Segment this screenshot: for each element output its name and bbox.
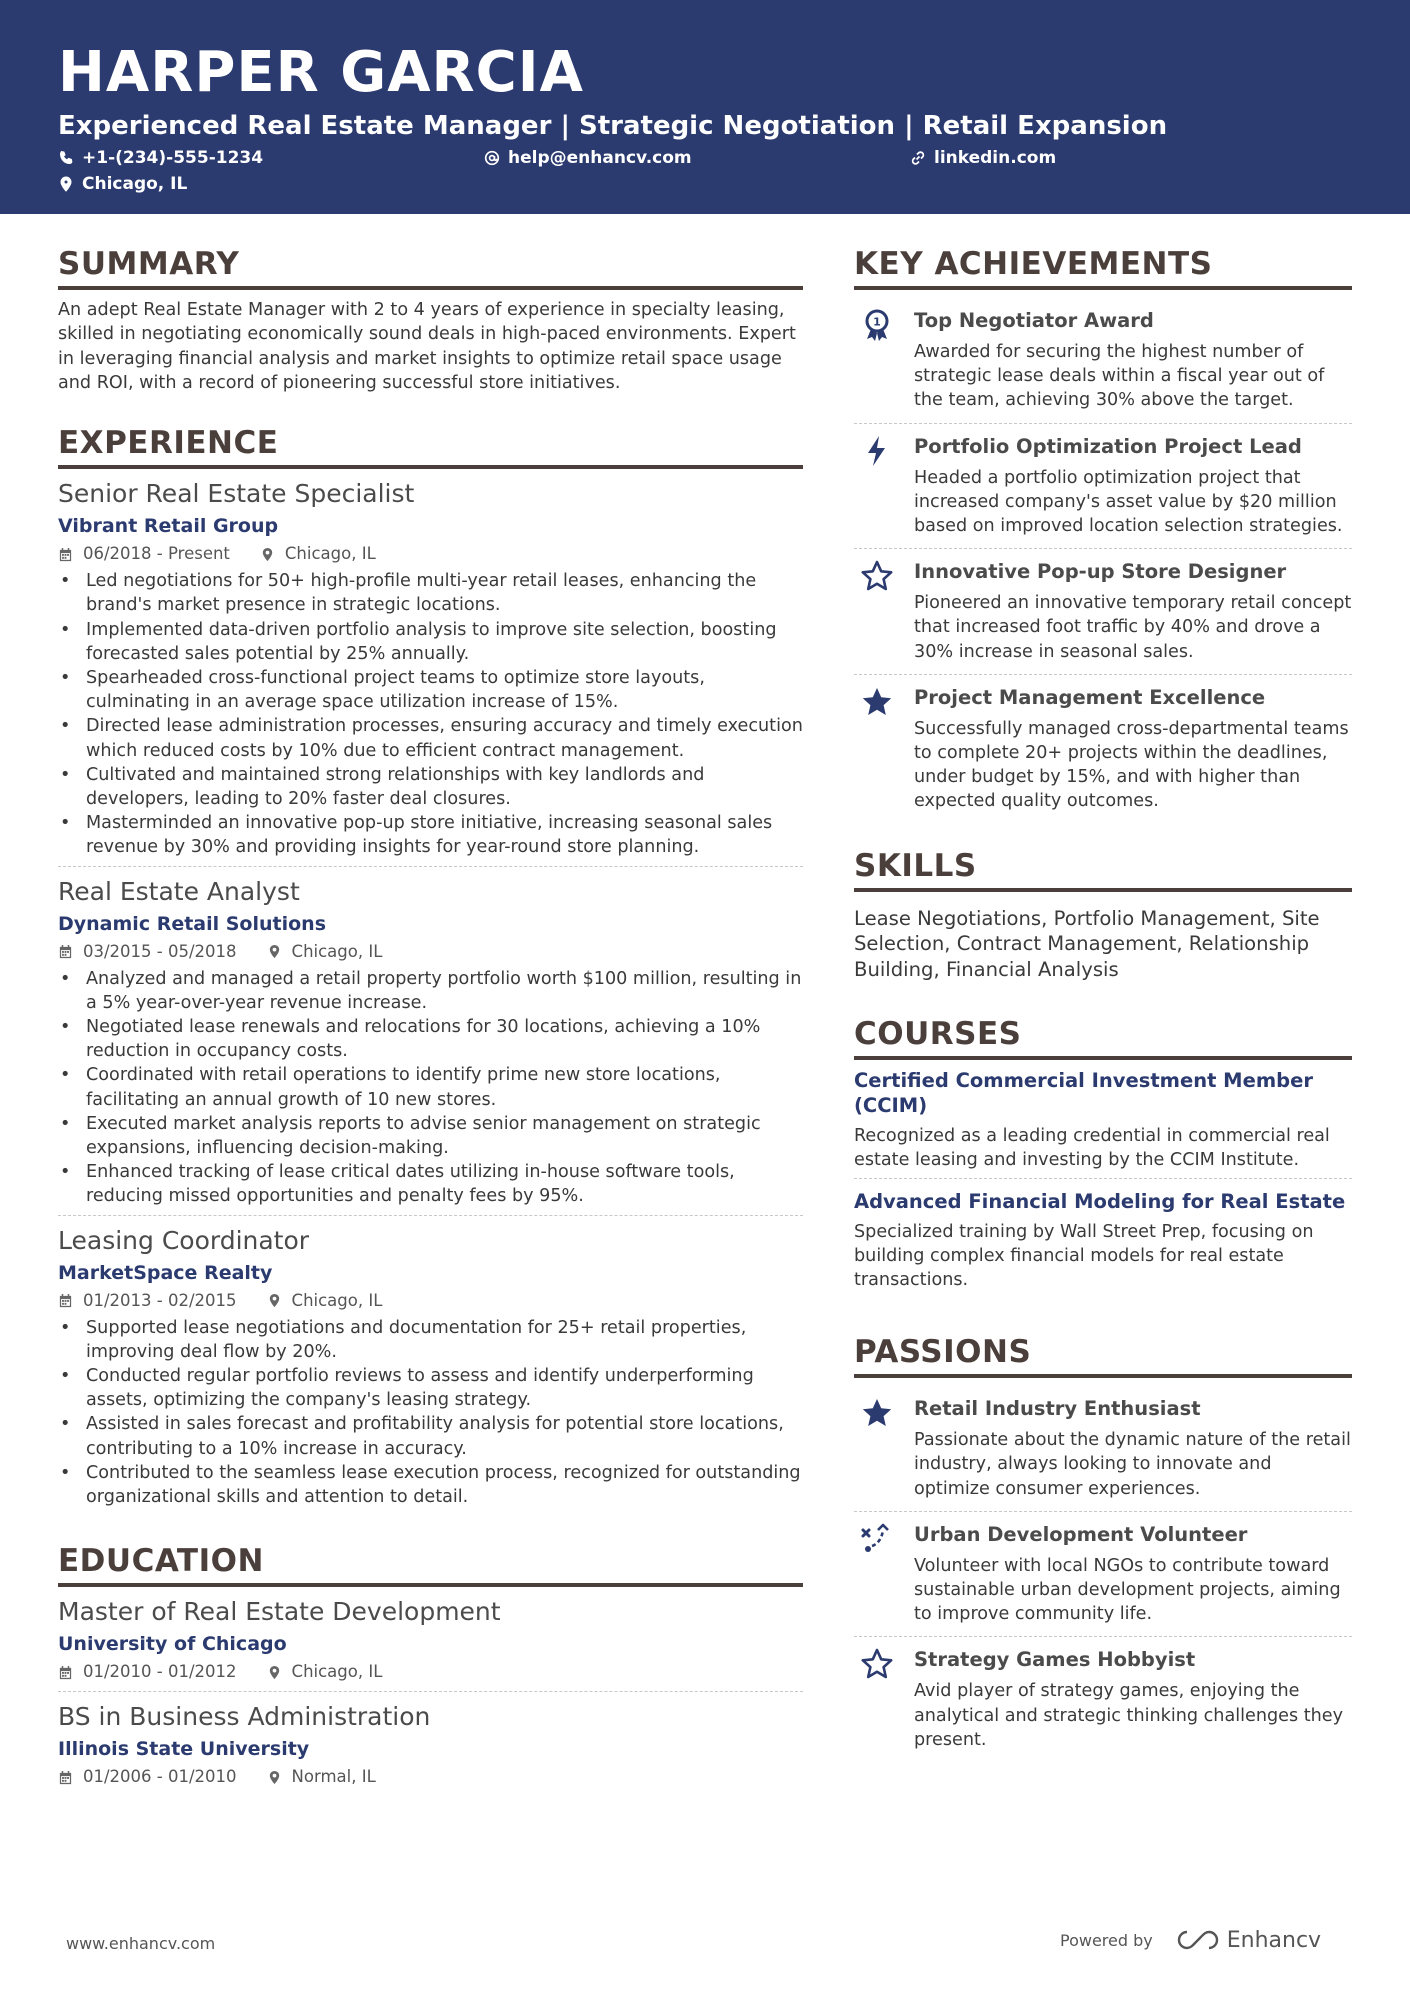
bullet-item: • Implemented data-driven portfolio analysis to improve site selection, boosting forecasted sales potential by 25% annually. (58, 618, 803, 666)
bullet-item: • Executed market analysis reports to advise senior management on strategic expansions, influencing decision-making. (58, 1112, 803, 1160)
course-desc: Specialized training by Wall Street Prep, focusing on building complex financial models for real estate transactions. (854, 1222, 1314, 1291)
education-entry (58, 1700, 803, 1796)
company-name: Vibrant Retail Group (58, 515, 279, 538)
passion-desc: Volunteer with local NGOs to contribute toward sustainable urban development projects, aiming to improve community life. (914, 1555, 1341, 1625)
achievement-title: Top Negotiator Award (914, 309, 1154, 332)
education-meta (58, 1659, 803, 1685)
location-pin-icon (260, 547, 275, 562)
brand-name: Enhancv (1226, 1927, 1322, 1953)
job-dates: 03/2015 - 05/2018 (83, 941, 237, 961)
course-title: Certified Commercial Investment Member (CCIM) (854, 1069, 1313, 1118)
job-entry (58, 875, 803, 1216)
achievement-title: Project Management Excellence (914, 685, 1266, 709)
job-title: Leasing Coordinator (58, 1225, 310, 1255)
job-meta (58, 939, 803, 965)
location-pin-icon (267, 1665, 282, 1680)
summary-text: An adept Real Estate Manager with 2 to 4 years of experience in specialty leasing, skilled in negotiating economically sound deals in high-paced environments. Expert in leveraging financial analysis and market insights to optimize retail space usage and ROI, with a record of pioneering successful store initiatives. (58, 300, 796, 393)
degree-title: Master of Real Estate Development (58, 1597, 501, 1627)
job-title: Real Estate Analyst (58, 876, 300, 906)
location-pin-icon (58, 176, 74, 192)
job-location: Chicago, IL (291, 1290, 383, 1310)
job-bullets (58, 967, 803, 1209)
courses-heading: COURSES (854, 1014, 1352, 1060)
bullet-item: • Negotiated lease renewals and relocations for 30 locations, achieving a 10% reduction in occupancy costs. (58, 1015, 803, 1063)
bullet-item: • Enhanced tracking of lease critical dates utilizing in-house software tools, reducing missed opportunities and penalty fees by 95%. (58, 1160, 803, 1208)
calendar-icon (58, 944, 73, 959)
star-outline-icon (860, 1647, 894, 1681)
achievement-desc: Successfully managed cross-departmental teams to complete 20+ projects within the deadlines, under budget by 15%, and with higher than expected quality outcomes. (914, 718, 1349, 812)
achievement-item (854, 549, 1352, 675)
achievement-item (854, 675, 1352, 824)
location-pin-icon (267, 1770, 282, 1785)
passion-title: Strategy Games Hobbyist (914, 1648, 1196, 1672)
enhancv-logo-icon (1175, 1927, 1221, 1953)
education-entry (58, 1595, 803, 1692)
svg-text:1: 1 (873, 315, 881, 329)
company-name: Dynamic Retail Solutions (58, 912, 327, 935)
education-location: Normal, IL (291, 1767, 376, 1787)
company-name: MarketSpace Realty (58, 1261, 273, 1284)
bullet-item: • Cultivated and maintained strong relationships with key landlords and developers, leading to 20% faster deal closures. (58, 763, 803, 811)
school-name: Illinois State University (58, 1738, 310, 1761)
experience-section (58, 423, 803, 1515)
achievement-title: Innovative Pop-up Store Designer (914, 560, 1287, 584)
star-outline-icon (860, 559, 894, 593)
phone-text[interactable]: +1-(234)-555-1234 (82, 148, 264, 168)
education-dates: 01/2010 - 01/2012 (83, 1662, 237, 1682)
brand-logo[interactable] (1175, 1927, 1321, 1953)
achievement-desc: Awarded for securing the highest number of strategic lease deals within a fiscal year out of the team, achieving 30% above the target. (914, 342, 1325, 411)
location-text: Chicago, IL (82, 174, 188, 194)
education-location: Chicago, IL (291, 1662, 383, 1682)
bullet-item: • Directed lease administration processes, ensuring accuracy and timely execution which reduced costs by 10% due to efficient contract management. (58, 714, 803, 762)
job-dates: 06/2018 - Present (83, 544, 230, 564)
passion-title: Retail Industry Enthusiast (914, 1397, 1201, 1421)
achievement-title: Portfolio Optimization Project Lead (914, 434, 1302, 458)
job-location: Chicago, IL (284, 544, 376, 564)
job-title: Senior Real Estate Specialist (58, 479, 415, 509)
education-meta (58, 1764, 803, 1790)
bullet-item: • Conducted regular portfolio reviews to assess and identify underperforming assets, optimizing the company's leasing strategy. (58, 1364, 803, 1412)
achievement-desc: Headed a portfolio optimization project that increased company's asset value by $20 million based on improved location selection strategies. (914, 467, 1343, 537)
calendar-icon (58, 1665, 73, 1680)
bullet-item: • Masterminded an innovative pop-up store initiative, increasing seasonal sales revenue by 30% and providing insights for year-round store planning. (58, 811, 803, 859)
candidate-name: HARPER GARCIA (58, 40, 584, 105)
footer-branding (1060, 1927, 1321, 1953)
resume-header (0, 0, 1410, 214)
job-meta (58, 541, 803, 567)
calendar-icon (58, 547, 73, 562)
education-heading: EDUCATION (58, 1541, 803, 1587)
calendar-icon (58, 1293, 73, 1308)
achievement-item (854, 298, 1352, 424)
award-ribbon-icon (860, 308, 894, 342)
passion-desc: Avid player of strategy games, enjoying the analytical and strategic thinking challenges they present. (914, 1681, 1344, 1750)
course-desc: Recognized as a leading credential in commercial real estate leasing and investing by the CCIM Institute. (854, 1126, 1330, 1171)
skills-text: Lease Negotiations, Portfolio Management, Site Selection, Contract Management, Relationship Building, Financial Analysis (854, 906, 1320, 981)
contact-email (484, 148, 692, 168)
bullet-item: • Led negotiations for 50+ high-profile multi-year retail leases, enhancing the brand's market presence in strategic locations. (58, 569, 803, 617)
linkedin-link[interactable]: linkedin.com (934, 148, 1057, 168)
course-title: Advanced Financial Modeling for Real Estate (854, 1190, 1346, 1214)
job-meta (58, 1288, 803, 1314)
passion-item (854, 1512, 1352, 1638)
course-item (854, 1068, 1352, 1179)
email-link[interactable]: help@enhancv.com (508, 148, 692, 168)
job-entry (58, 1224, 803, 1516)
right-column (854, 244, 1352, 1762)
job-bullets (58, 1316, 803, 1510)
link-icon (910, 150, 926, 166)
job-dates: 01/2013 - 02/2015 (83, 1290, 237, 1310)
passion-item (854, 1386, 1352, 1512)
passions-heading: PASSIONS (854, 1332, 1352, 1378)
bullet-item: • Spearheaded cross-functional project teams to optimize store layouts, culminating in an average space utilization increase of 15%. (58, 666, 803, 714)
left-column (58, 244, 803, 1804)
bullet-item: • Coordinated with retail operations to identify prime new store locations, facilitating an annual growth of 10 new stores. (58, 1063, 803, 1111)
contact-linkedin (910, 148, 1056, 168)
star-filled-icon (860, 685, 894, 719)
headline: Experienced Real Estate Manager | Strategic Negotiation | Retail Expansion (58, 111, 1168, 141)
job-location: Chicago, IL (291, 941, 383, 961)
location-pin-icon (267, 1293, 282, 1308)
bullet-item: • Assisted in sales forecast and profitability analysis for potential store locations, contributing to a 10% increase in accuracy. (58, 1412, 803, 1460)
at-sign-icon (484, 150, 500, 166)
lightning-bolt-icon (860, 434, 894, 468)
contact-location (58, 174, 187, 194)
achievement-desc: Pioneered an innovative temporary retail concept that increased foot traffic by 40% and drove a 30% increase in seasonal sales. (914, 593, 1352, 662)
bullet-item: • Analyzed and managed a retail property portfolio worth $100 million, resulting in a 5% year-over-year revenue increase. (58, 967, 803, 1015)
bullet-item: • Supported lease negotiations and documentation for 25+ retail properties, improving deal flow by 20%. (58, 1316, 803, 1364)
star-filled-icon (860, 1396, 894, 1430)
summary-heading: SUMMARY (58, 244, 803, 290)
passion-item (854, 1637, 1352, 1762)
passion-desc: Passionate about the dynamic nature of the retail industry, always looking to innovate and optimize consumer experiences. (914, 1430, 1351, 1499)
job-entry (58, 477, 803, 866)
achievements-heading: KEY ACHIEVEMENTS (854, 244, 1352, 290)
location-pin-icon (267, 944, 282, 959)
education-dates: 01/2006 - 01/2010 (83, 1767, 237, 1787)
achievement-item (854, 424, 1352, 550)
job-bullets (58, 569, 803, 859)
footer-website[interactable]: www.enhancv.com (66, 1934, 216, 1953)
degree-title: BS in Business Administration (58, 1702, 431, 1732)
powered-by-label: Powered by (1060, 1930, 1153, 1950)
experience-heading: EXPERIENCE (58, 423, 803, 469)
calendar-icon (58, 1770, 73, 1785)
course-item (854, 1189, 1352, 1298)
contact-phone (58, 148, 263, 168)
phone-icon (58, 150, 74, 166)
education-section (58, 1541, 803, 1796)
school-name: University of Chicago (58, 1633, 287, 1656)
passion-title: Urban Development Volunteer (914, 1522, 1248, 1546)
strategy-icon (860, 1522, 894, 1556)
bullet-item: • Contributed to the seamless lease execution process, recognized for outstanding organizational skills and attention to detail. (58, 1461, 803, 1509)
skills-heading: SKILLS (854, 846, 1352, 892)
